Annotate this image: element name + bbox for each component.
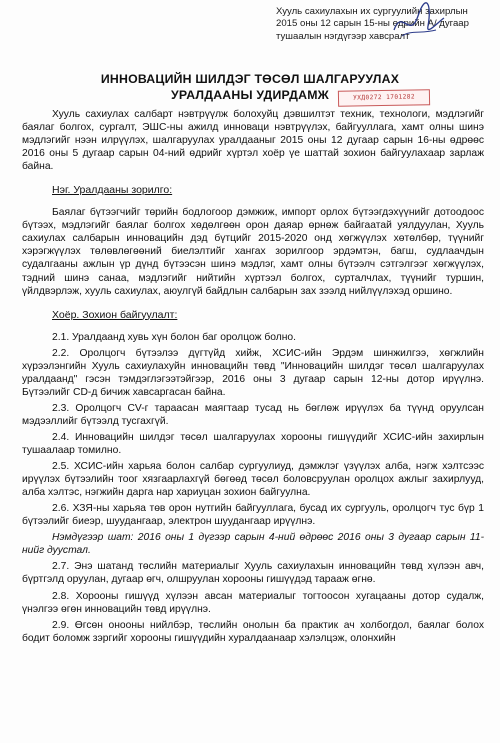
section-2-heading: Хоёр. Зохион байгуулалт: [52,308,178,321]
list-item: 2.3. Оролцогч CV-г тараасан маягтаар тусад нь бөглөж ирүүлэх ба түүнд оруулсан мэдээллийг бүтээлд тусгахгүй. [22,402,484,427]
list-item: 2.9. Өгсөн онооны нийлбэр, төслийн онолын ба практик ач холбогдол, баялаг болох бодит боломж зэргийг хорооны гишүүдийн хуралдаанаар хэлэлцэж, олонхийн [22,619,484,644]
list-item: 2.5. ХСИС-ийн харьяа болон салбар сургуулиуд, дэмжлэг үзүүлэх алба, нэгж хэлтсээс ирүүлэх бүтээлийн тоог хязгаарлахгүй бөгөөд төсөл боловсруулан оролцох ажлыг захирлууд, алба хэлтэс, нэгжийн дарга нар хариуцан зохион байгуулна. [22,461,484,499]
list-item: 2.7. Энэ шатанд төслийн материалыг Хууль сахиулахын инновацийн төвд хүлээн авч, бүртгэлд оруулан, дугаар өгч, олшруулан хорооны гишүүдэд тарааж өгнө. [22,561,484,586]
registration-stamp: УХД0272 1701282 [338,89,430,107]
approval-line-3: тушаалын нэгдүгээр хавсралт [276,30,410,42]
approval-line-2: 2015 оны 12 сарын 15-ны өдрийн А/ дугаар [276,18,469,30]
list-item: 2.4. Инновацийн шилдэг төсөл шалгаруулах хорооны гишүүдийг ХСИС-ийн захирлын тушаалаар томилно. [22,431,484,457]
document-title [0,71,500,103]
document-body [22,108,484,648]
stage-note: Нэмдүгээр шат: 2016 оны 1 дүгээр сарын 4-ний өдрөөс 2016 оны 3 дугаар сарын 11-нийг дуустал. [22,532,484,557]
signature-icon [388,0,448,50]
approval-line-1: Хууль сахиулахын их сургуулийн захирлын [276,6,468,17]
list-item: 2.1. Уралдаанд хувь хүн болон баг оролцож болно. [52,331,297,343]
list-item: 2.8. Хорооны гишүүд хүлээн авсан материалыг тогтоосон хугацааны дотор судалж, үнэлгээ өгөн инновацийн төвд ирүүлнэ. [22,590,484,615]
title-line-2: УРАЛДААНЫ УДИРДАМЖ [171,88,329,102]
title-line-1: ИННОВАЦИЙН ШИЛДЭГ ТӨСӨЛ ШАЛГАРУУЛАХ [100,72,400,86]
section-1-heading: Нэг. Уралдааны зорилго: [52,184,173,197]
list-item: 2.6. ХЗЯ-ны харьяа төв орон нутгийн байгууллага, бусад их сургууль, оролцогч тус бүр 1 бүтээлийг биеэр, шуудангаар, электрон шуудангаар ирүүлнэ. [22,503,484,528]
section-1-paragraph: Баялаг бүтээгчийг төрийн бодлогоор дэмжиж, импорт орлох бүтээгдэхүүнийг дотоодоос бүтээх, мэдлэгийг баялаг болгох хөдөлгөөн орон даяар өрнөж байгаатай уялдуулан, Хууль сахиулах салбарын инновацийн дэд бүтцийг 2015-2020 онд хөгжүүлэх хөтөлбөр, түүнийг хэрэгжүүлэх төлөвлөгөөний биелэлтийг хангах зорилгоор эрдэмтэн, багш, судлаачдын судалгааны ажлын үр дүнд бүтээсэн шинэ мэдлэг, хамт олны бүтээлч сэтгэлгээг хөгжүүлэх, тэдний шинэ санаа, мэдлэгийг нийтийн хүртээл болгох, сурталчлах, түүнийг туршин, үйлдвэрлэж, хууль сахиулах, аюулгүй байдлын салбарын зах зээлд нийлүүлэхэд оршино. [22,207,484,297]
intro-paragraph: Хууль сахиулах салбарт нэвтрүүлж болохуйц дэвшилтэт техник, технологи, мэдлэгийг баялаг болгох, сургалт, ЭШС-ны ажилд инноваци нэвтрүүлэх, байгууллага, хамт олны шинэ мэдлэгийг нээн илрүүлэх, шалгаруулах уралдааныг 2015 оны 12 дугаар сарын 16-ны өдрөөс 2016 оны 5 дугаар сарын 04-ний өдрийг хүртэл хоёр үе шаттай зохион байгуулахаар зарлаж байна. [22,109,484,173]
approval-note [276,6,492,43]
list-item: 2.2. Оролцогч бүтээлээ дүгтүйд хийж, ХСИС-ийн Эрдэм шинжилгээ, хөгжлийн хүрээлэнгийн Хууль сахиулахуйн инновацийн төвд "Инновацийн шилдэг төсөл шалгаруулах уралдаанд" гэсэн тэмдэглэгээтэйгээр, 2016 оны 3 дугаар сарын 12-ны дотор ирүүлнэ. Бүтээлийг CD-д бичиж хавсаргасан байна. [22,347,484,398]
